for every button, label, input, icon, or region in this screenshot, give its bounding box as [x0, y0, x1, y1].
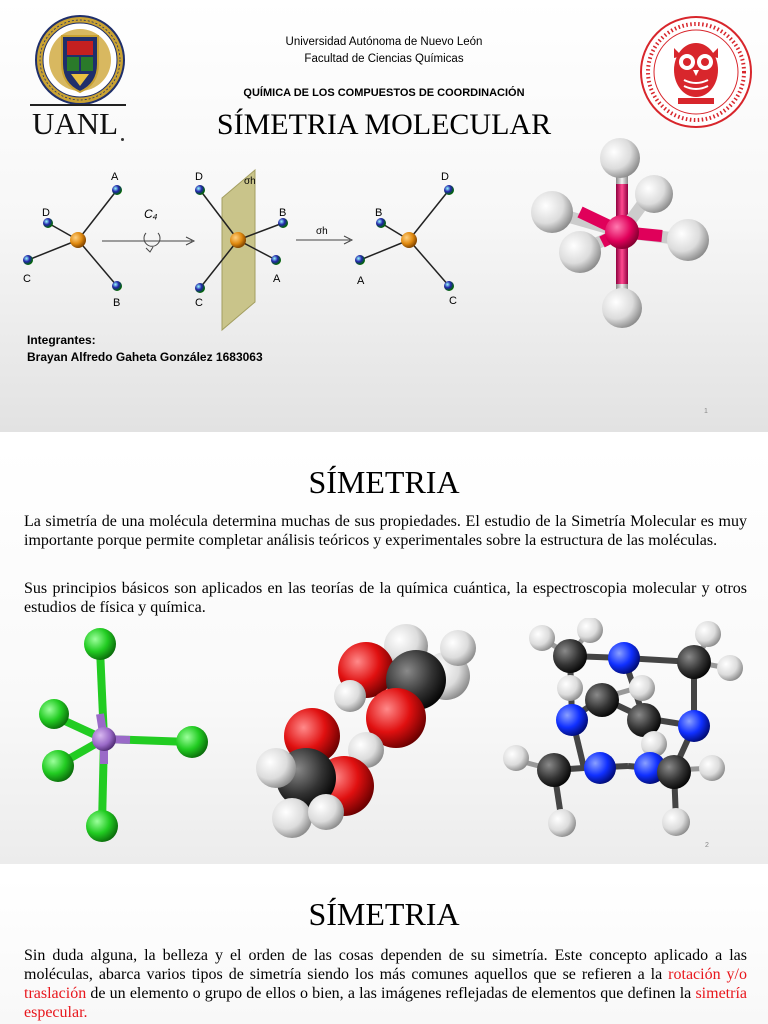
slide-3-paragraph	[24, 946, 747, 1022]
slide-2-title: SÍMETRIA	[308, 464, 460, 500]
label-d3: D	[441, 171, 449, 183]
slide-3-text-part-2: de un elemento o grupo de ellos o bien, a las imágenes reflejadas de elementos que definen la	[86, 985, 696, 1002]
university-name: Universidad Autónoma de Nuevo León	[285, 36, 483, 48]
reflection-arrow	[296, 226, 352, 244]
molecule-original	[23, 171, 122, 309]
label-d2: D	[195, 171, 203, 183]
slide-2-paragraph-1: La simetría de una molécula determina muchas de sus propiedades. El estudio de la Simetría Molecular es muy importante porque permite completar análisis teóricos y experimentales sobre la estructura de las moléculas.	[24, 513, 747, 549]
slide-3	[0, 878, 768, 1024]
label-c2: C	[195, 297, 203, 309]
label-c3: C	[449, 295, 457, 307]
molecule-reflected	[355, 171, 457, 307]
slide-3-title: SÍMETRIA	[308, 896, 460, 932]
label-a3: A	[357, 275, 365, 287]
label-c: C	[23, 273, 31, 285]
page-number-1: 1	[704, 408, 708, 415]
rotation-arrow	[102, 207, 194, 252]
label-b3: B	[375, 207, 383, 219]
hexamine-molecule-image	[498, 618, 748, 848]
member-name: Brayan Alfredo Gaheta González 1683063	[27, 350, 263, 364]
octahedral-molecule-image	[522, 132, 718, 350]
trigonal-bipyramidal-molecule-image	[30, 624, 220, 844]
label-c4: C₄	[144, 207, 158, 221]
label-b: B	[113, 297, 121, 309]
slide-3-highlight-2: simetría especular.	[24, 985, 747, 1021]
label-a2: A	[273, 273, 281, 285]
space-filling-molecule-image	[246, 618, 496, 848]
label-b2: B	[279, 207, 287, 219]
slide-1	[0, 0, 768, 432]
slide-2-paragraph-2: Sus principios básicos son aplicados en las teorías de la química cuántica, la espectroscopia molecular y otros estudios de física y química.	[24, 580, 747, 616]
logo-registered-dot	[121, 138, 124, 141]
slide-3-highlight-1: rotación y/o traslación	[24, 966, 748, 1002]
fcq-owl-logo	[638, 14, 754, 130]
label-sigma-h-arrow: σh	[316, 226, 328, 237]
logo-text: UANL	[32, 106, 119, 141]
mirror-plane	[222, 170, 255, 330]
page-number-2: 2	[705, 842, 709, 849]
slide-3-text-part-1: Sin duda alguna, la belleza y el orden de las cosas dependen de su simetría. Este concepto aplicado a las moléculas, abarca varios tipos de simetría siendo los más comunes aquellos que se refieren a la	[24, 947, 747, 983]
label-a: A	[111, 171, 119, 183]
owl-seal-icon	[638, 14, 754, 130]
faculty-name: Facultad de Ciencias Químicas	[304, 53, 464, 65]
label-sigma-h-plane: σh	[244, 176, 256, 187]
members-label: Integrantes:	[27, 333, 96, 347]
slide-1-title: SÍMETRIA MOLECULAR	[216, 108, 552, 141]
course-name: QUÍMICA DE LOS COMPUESTOS DE COORDINACIÓN	[243, 87, 525, 99]
symmetry-operation-diagram	[0, 160, 480, 335]
label-d: D	[42, 207, 50, 219]
slide-2	[0, 446, 768, 864]
